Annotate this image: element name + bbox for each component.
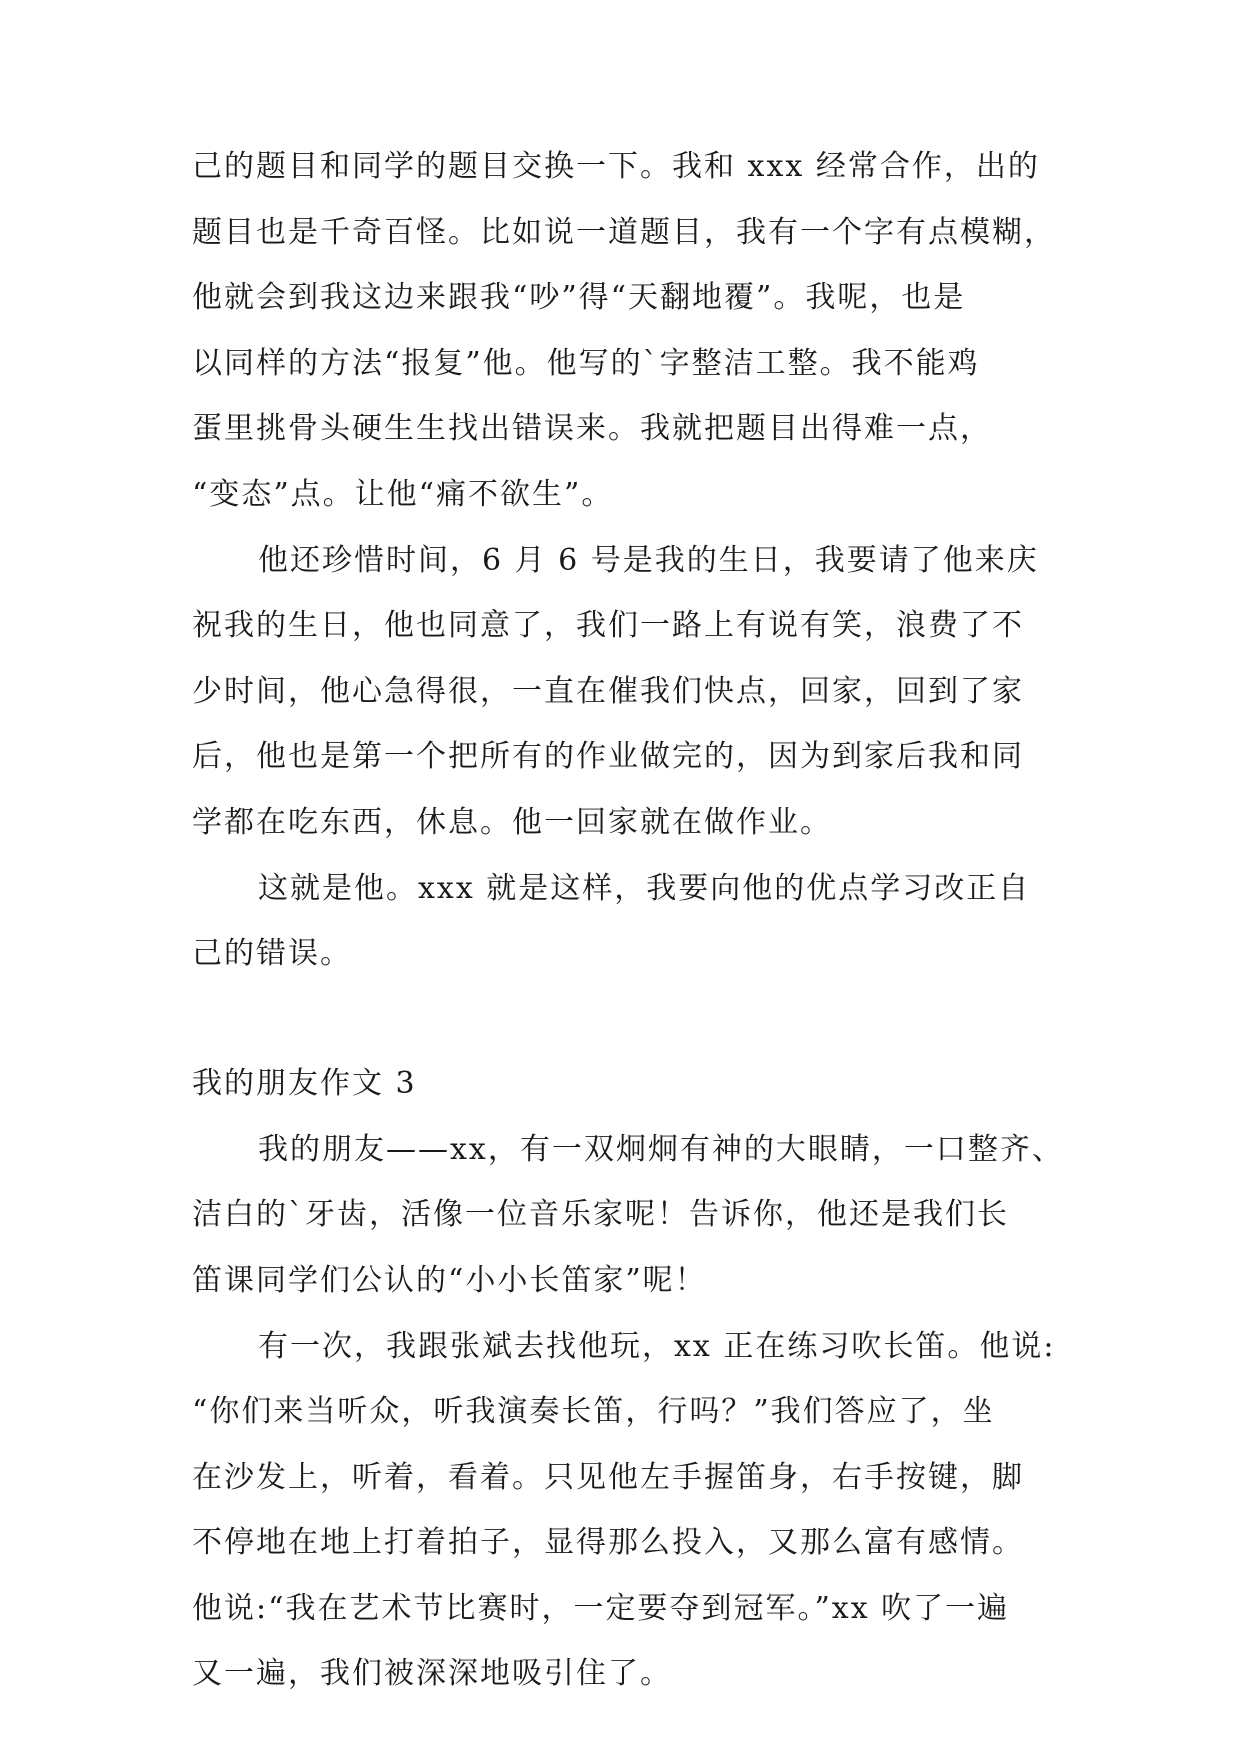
section-heading: 我的朋友作文 3 bbox=[192, 1066, 417, 1102]
text-line: 以同样的方法“报复”他。他写的`字整洁工整。我不能鸡 bbox=[192, 345, 980, 381]
text-line: 洁白的`牙齿，活像一位音乐家呢！告诉你，他还是我们长 bbox=[192, 1197, 1009, 1233]
text-line: 他就会到我这边来跟我“吵”得“天翻地覆”。我呢，也是 bbox=[192, 280, 966, 316]
text-line: 蛋里挑骨头硬生生找出错误来。我就把题目出得难一点， bbox=[192, 411, 992, 447]
text-line: “变态”点。让他“痛不欲生”。 bbox=[192, 476, 614, 512]
text-line: 不停地在地上打着拍子，显得那么投入，又那么富有感情。 bbox=[192, 1525, 1024, 1561]
text-line: 这就是他。xxx 就是这样，我要向他的优点学习改正自 bbox=[258, 870, 1031, 906]
text-line: 己的错误。 bbox=[192, 936, 352, 972]
text-line: “你们来当听众，听我演奏长笛，行吗？”我们答应了，坐 bbox=[192, 1394, 995, 1430]
text-line: 在沙发上，听着，看着。只见他左手握笛身，右手按键，脚 bbox=[192, 1459, 1024, 1495]
text-line: 学都在吃东西，休息。他一回家就在做作业。 bbox=[192, 804, 832, 840]
document-page bbox=[192, 149, 1064, 1725]
text-line: 又一遍，我们被深深地吸引住了。 bbox=[192, 1656, 672, 1692]
paragraph-3 bbox=[192, 870, 1064, 972]
paragraph-2 bbox=[192, 542, 1064, 840]
paragraph-1 bbox=[192, 149, 1064, 512]
text-line: 祝我的生日，他也同意了，我们一路上有说有笑，浪费了不 bbox=[192, 608, 1024, 644]
paragraph-4 bbox=[192, 1131, 1064, 1298]
text-line: 我的朋友——xx，有一双炯炯有神的大眼睛，一口整齐、 bbox=[258, 1131, 1064, 1167]
text-line: 他说:“我在艺术节比赛时，一定要夺到冠军。”xx 吹了一遍 bbox=[192, 1590, 1010, 1626]
text-line: 他还珍惜时间，6 月 6 号是我的生日，我要请了他来庆 bbox=[258, 542, 1039, 578]
text-line: 题目也是千奇百怪。比如说一道题目，我有一个字有点模糊， bbox=[192, 214, 1056, 250]
text-line: 己的题目和同学的题目交换一下。我和 xxx 经常合作，出的 bbox=[192, 149, 1040, 184]
text-line: 少时间，他心急得很，一直在催我们快点，回家，回到了家 bbox=[192, 673, 1024, 709]
text-line: 后，他也是第一个把所有的作业做完的，因为到家后我和同 bbox=[192, 739, 1024, 775]
text-line: 有一次，我跟张斌去找他玩，xx 正在练习吹长笛。他说: bbox=[258, 1328, 1056, 1364]
paragraph-5 bbox=[192, 1328, 1064, 1692]
text-line: 笛课同学们公认的“小小长笛家”呢！ bbox=[192, 1262, 707, 1298]
